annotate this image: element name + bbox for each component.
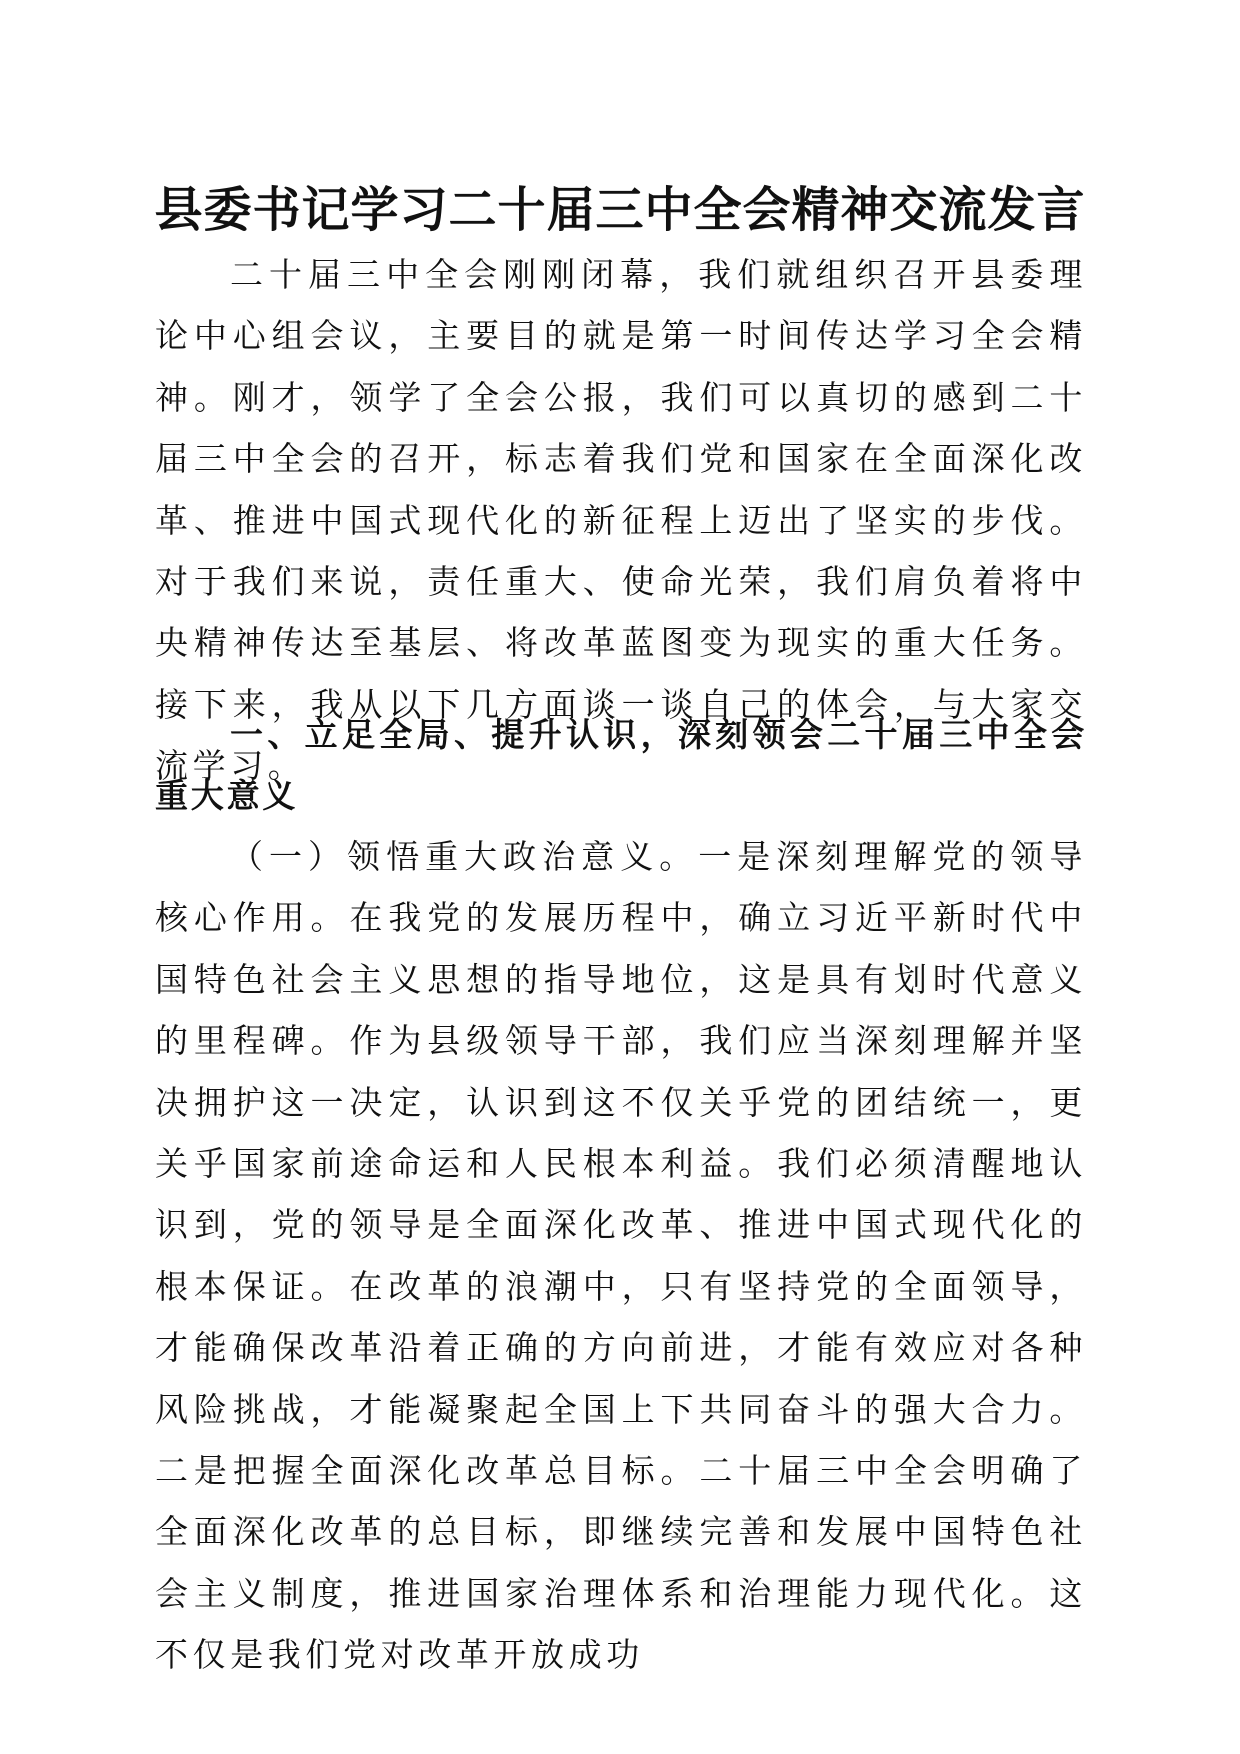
subsection-paragraph: （一）领悟重大政治意义。一是深刻理解党的领导核心作用。在我党的发展历程中，确立习近平新时代中国特色社会主义思想的指导地位，这是具有划时代意义的里程碑。作为县级领导干部，我们应当深刻理解并坚决拥护这一决定，认识到这不仅关乎党的团结统一，更关乎国家前途命运和人民根本利益。我们必须清醒地认识到，党的领导是全面深化改革、推进中国式现代化的根本保证。在改革的浪潮中，只有坚持党的全面领导，才能确保改革沿着正确的方向前进，才能有效应对各种风险挑战，才能凝聚起全国上下共同奋斗的强大合力。二是把握全面深化改革总目标。二十届三中全会明确了全面深化改革的总目标，即继续完善和发展中国特色社会主义制度，推进国家治理体系和治理能力现代化。这不仅是我们党对改革开放成功 xyxy=(155,837,1087,1675)
intro-paragraph: 二十届三中全会刚刚闭幕，我们就组织召开县委理论中心组会议，主要目的就是第一时间传达学习全会精神。刚才，领学了全会公报，我们可以真切的感到二十届三中全会的召开，标志着我们党和国家在全面深化改革、推进中国式现代化的新征程上迈出了坚实的步伐。对于我们来说，责任重大、使命光荣，我们肩负着将中央精神传达至基层、将改革蓝图变为现实的重大任务。接下来，我从以下几方面谈一谈自己的体会，与大家交流学习。 xyxy=(155,255,1087,786)
document-title: 县委书记学习二十届三中全会精神交流发言 xyxy=(154,182,1086,238)
section-heading: 一、立足全局、提升认识，深刻领会二十届三中全会重大意义 xyxy=(155,715,1087,816)
